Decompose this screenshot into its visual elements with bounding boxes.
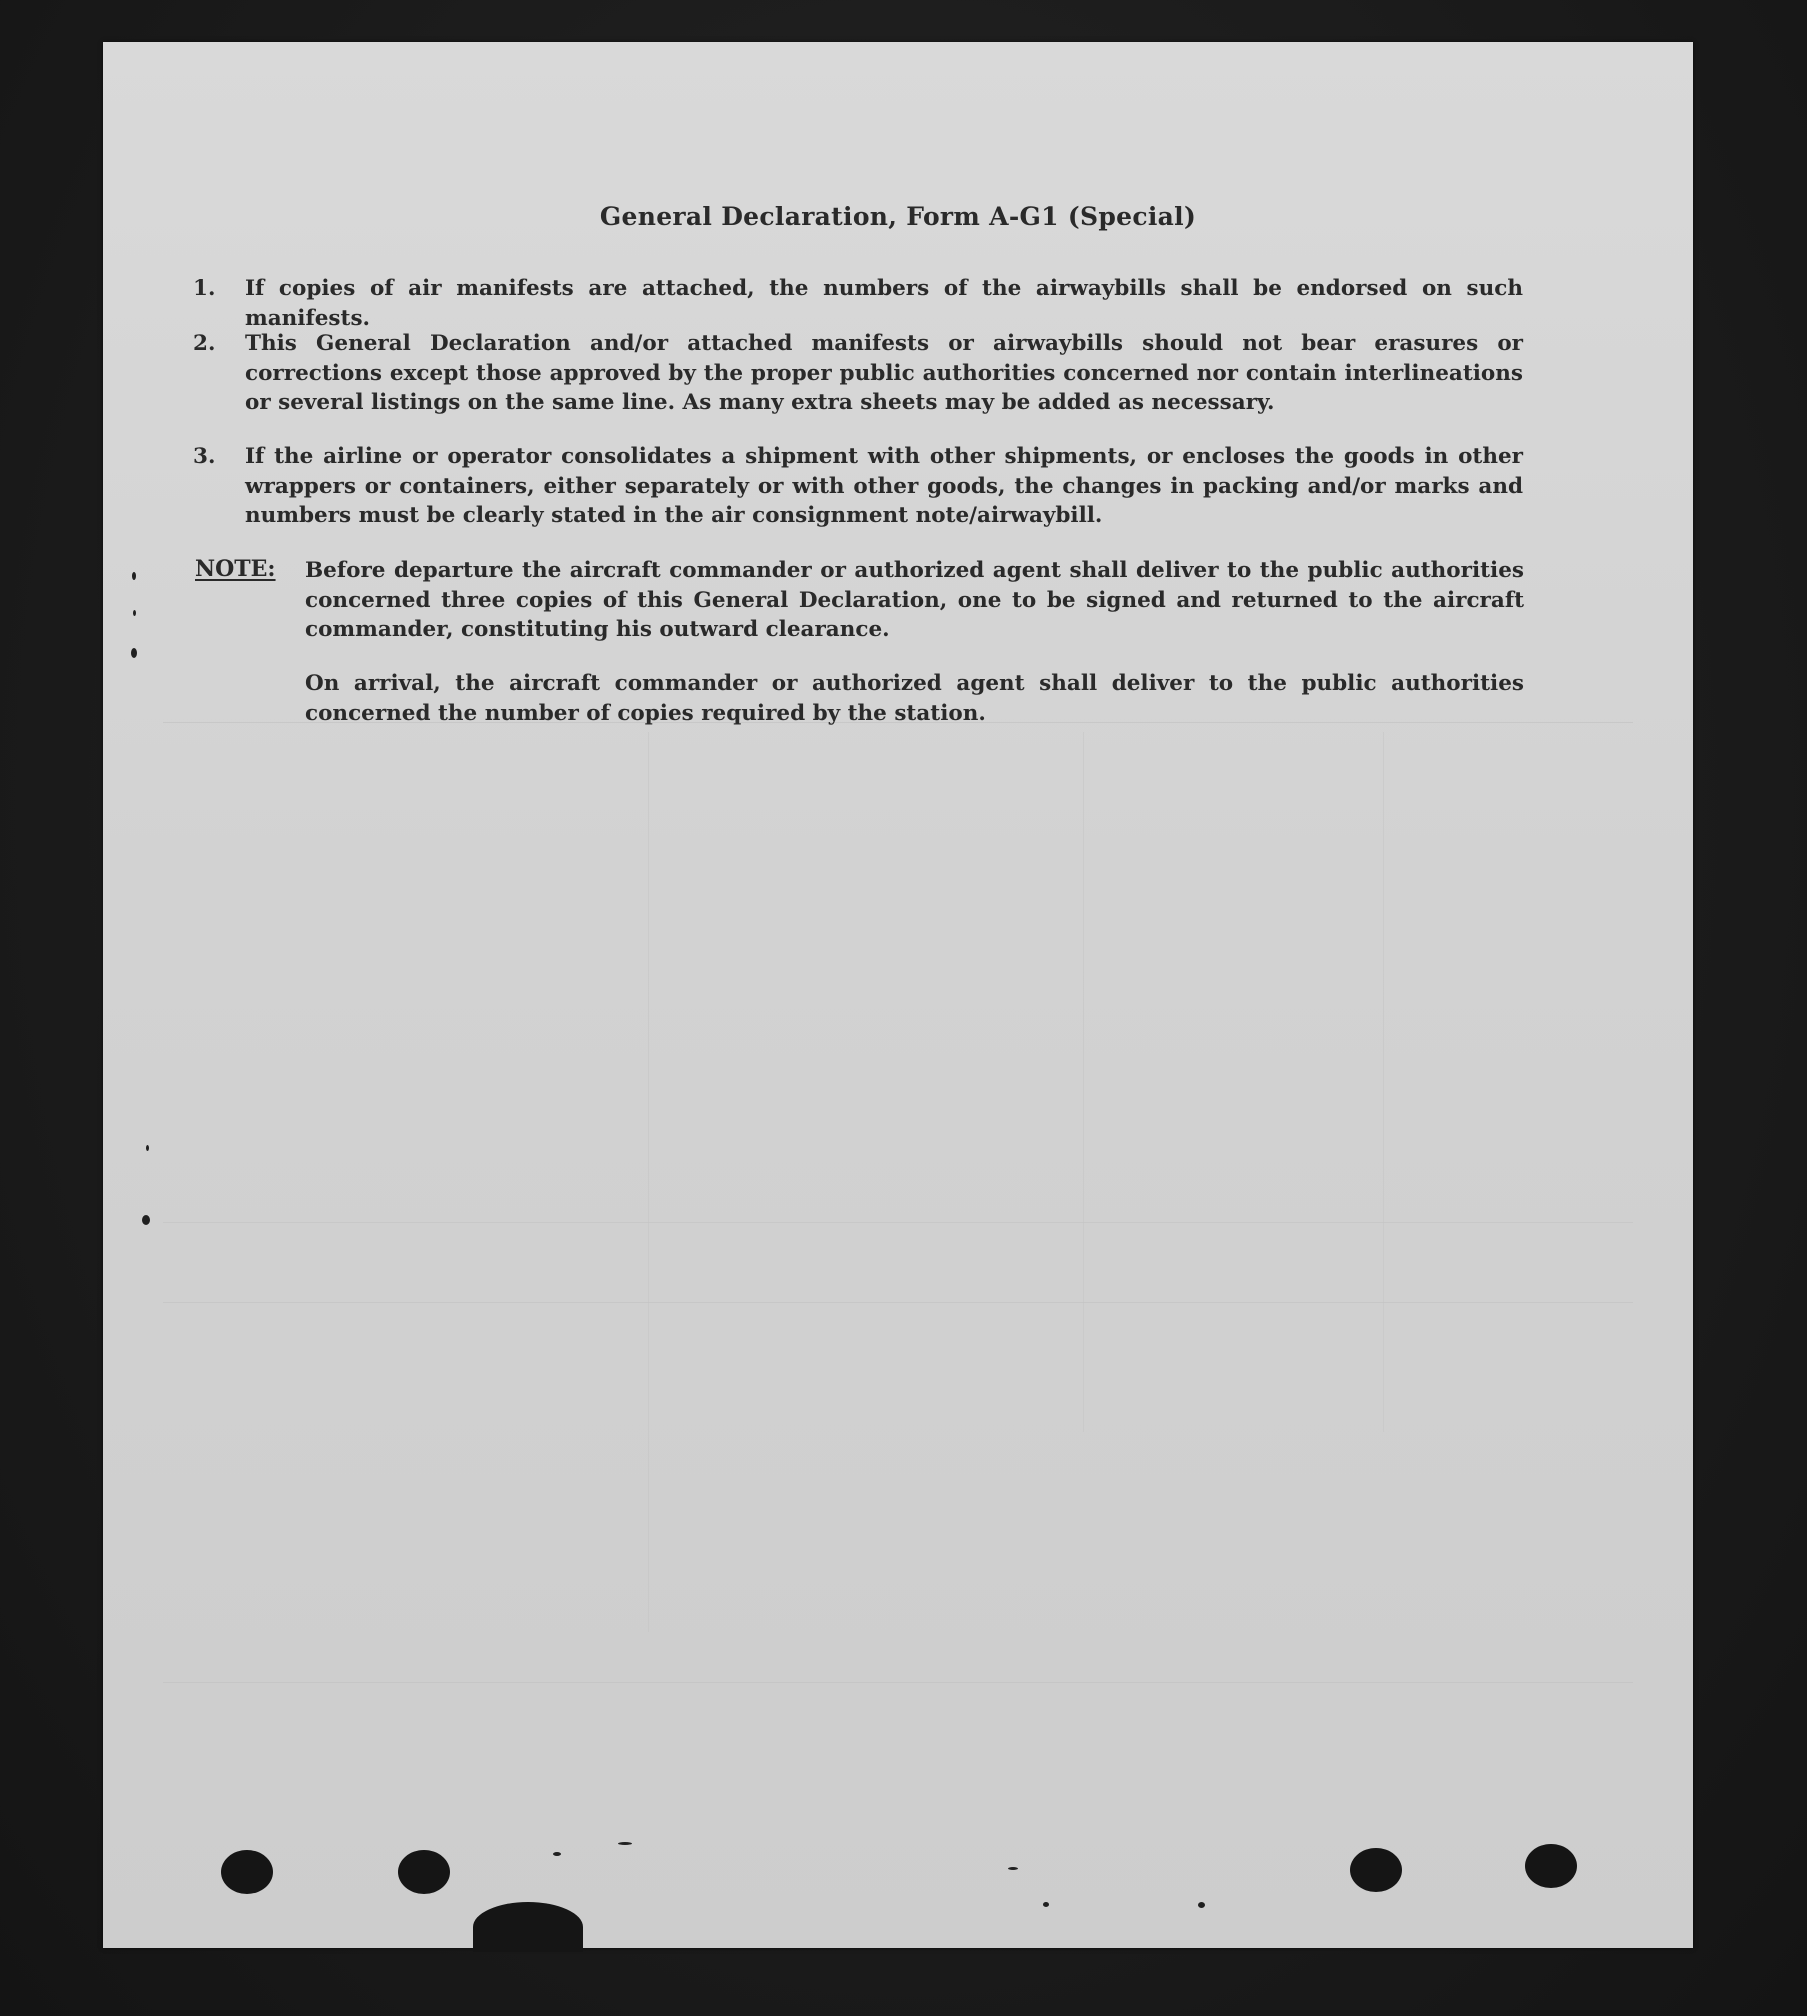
speck [1198, 1902, 1205, 1908]
binder-mark [142, 1215, 150, 1225]
punch-hole [221, 1850, 273, 1894]
instruction-item-3 [193, 442, 1523, 531]
note-paragraph-2: On arrival, the aircraft commander or authorized agent shall deliver to the public authorities concerned the number of copies required by the station. [305, 671, 1524, 726]
document-title: General Declaration, Form A-G1 (Special) [599, 202, 1197, 231]
document-page [103, 42, 1693, 1948]
punch-hole [398, 1850, 450, 1894]
item-number: 1. [193, 276, 216, 301]
item-text: If the airline or operator consolidates a shipment with other shipments, or encloses the goods in other wrappers or containers, either separately or with other goods, the changes in packing and/or marks and numbers must be clearly stated in the air consignment note/airwaybill. [245, 444, 1523, 528]
item-number: 3. [193, 444, 216, 469]
punch-hole [1525, 1844, 1577, 1888]
note-paragraph-1: Before departure the aircraft commander or authorized agent shall deliver to the public authorities concerned three copies of this General Declaration, one to be signed and returned to the aircraft commander, constituting his outward clearance. [305, 558, 1524, 642]
instruction-item-2 [193, 329, 1523, 418]
item-text: If copies of air manifests are attached, the numbers of the airwaybills shall be endorsed on such manifests. [245, 276, 1523, 331]
binder-mark [133, 610, 136, 616]
torn-edge [473, 1902, 583, 1952]
binder-mark [132, 572, 136, 580]
bleed-through-line [1083, 732, 1084, 1432]
speck [618, 1842, 632, 1845]
item-text: This General Declaration and/or attached manifests or airwaybills should not bear erasures or corrections except those approved by the proper public authorities concerned nor contain interlineations or several listings on the same line. As many extra sheets may be added as necessary. [245, 331, 1523, 415]
speck [1008, 1867, 1018, 1870]
instruction-item-1 [193, 274, 1523, 333]
note-label: NOTE: [195, 556, 276, 582]
speck [553, 1852, 561, 1856]
bleed-through-line [163, 1682, 1633, 1683]
bleed-through-line [1383, 732, 1384, 1432]
speck [1043, 1902, 1049, 1907]
punch-hole [1350, 1848, 1402, 1892]
bleed-through-line [648, 732, 649, 1632]
bleed-through-line [163, 1222, 1633, 1223]
binder-mark [131, 648, 137, 658]
binder-mark [146, 1145, 149, 1151]
bleed-through-line [163, 1302, 1633, 1303]
item-number: 2. [193, 331, 216, 356]
